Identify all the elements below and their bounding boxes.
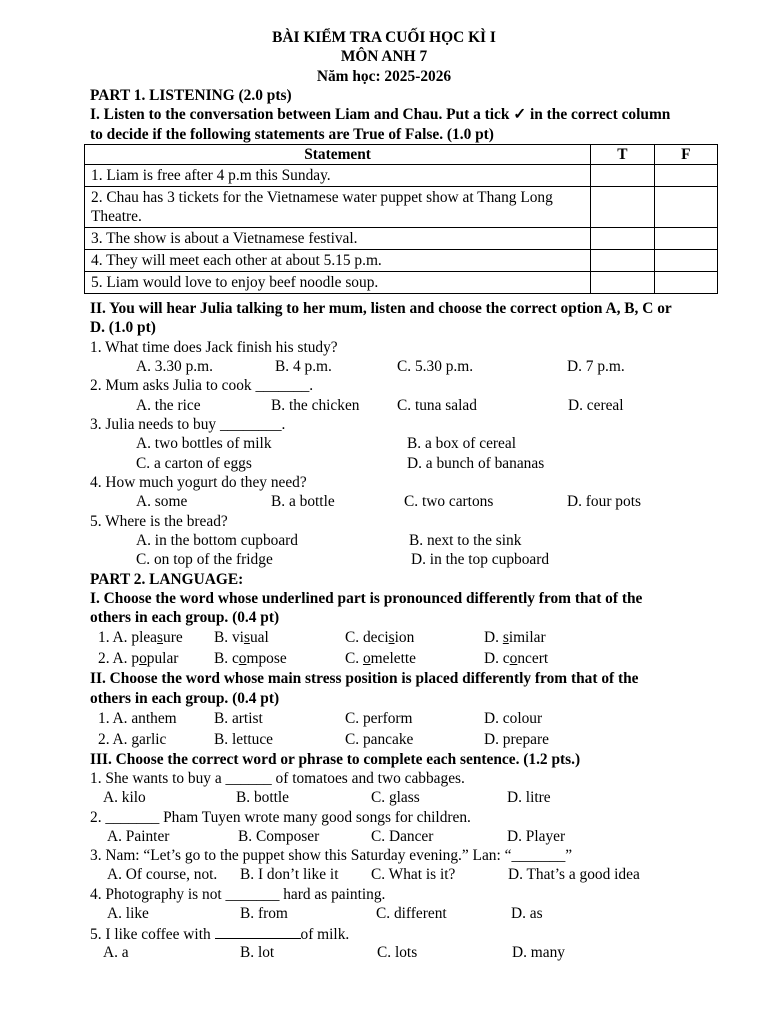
grammar-q4-option-b[interactable]: B. from: [240, 905, 288, 922]
grammar-q1-option-c[interactable]: C. glass: [371, 789, 420, 806]
pron-q2-option-b[interactable]: [214, 649, 287, 668]
pron-q2-a-post: pular: [146, 650, 179, 667]
stress-q1-option-c[interactable]: C. perform: [345, 710, 413, 727]
listening-q5-option-a[interactable]: A. in the bottom cupboard: [136, 532, 298, 549]
pron-q1-a-post: ure: [163, 629, 183, 646]
grammar-q2-option-d[interactable]: D. Player: [507, 828, 566, 845]
listening-q2-option-b[interactable]: B. the chicken: [271, 397, 360, 414]
true-cell[interactable]: [591, 272, 654, 294]
stress-q2-option-c[interactable]: C. pancake: [345, 731, 414, 748]
false-cell[interactable]: [654, 187, 717, 228]
grammar-q2: 2. _______ Pham Tuyen wrote many good songs for children.: [90, 809, 471, 826]
grammar-q5-blank[interactable]: [215, 924, 301, 939]
grammar-q3: 3. Nam: “Let’s go to the puppet show this Saturday evening.” Lan: “_______”: [90, 847, 573, 864]
grammar-q2-option-b[interactable]: B. Composer: [238, 828, 320, 845]
listening-q4-option-c[interactable]: C. two cartons: [404, 493, 494, 510]
grammar-q2-option-c[interactable]: C. Dancer: [371, 828, 434, 845]
statement-cell: 1. Liam is free after 4 p.m this Sunday.: [85, 165, 591, 187]
listening-q5-option-d[interactable]: D. in the top cupboard: [411, 551, 550, 568]
exam-title: BÀI KIỂM TRA CUỐI HỌC KÌ I: [272, 29, 496, 46]
statement-cell: 5. Liam would love to enjoy beef noodle soup.: [85, 272, 591, 294]
table-row: [85, 165, 718, 187]
grammar-q5-post: of milk.: [300, 926, 350, 943]
pron-q1-d-post: imilar: [508, 629, 546, 646]
listening-q3-option-b[interactable]: B. a box of cereal: [407, 435, 516, 452]
true-cell[interactable]: [591, 250, 654, 272]
part1-sec2-instruction-1: II. You will hear Julia talking to her mum, listen and choose the correct option A, B, C or: [90, 300, 672, 317]
grammar-q1-option-d[interactable]: D. litre: [507, 789, 551, 806]
table-header-row: [85, 145, 718, 165]
listening-q4-option-b[interactable]: B. a bottle: [271, 493, 335, 510]
stress-q2-option-a[interactable]: 2. A. garlic: [98, 731, 167, 748]
table-row: [85, 250, 718, 272]
grammar-q5-option-c[interactable]: C. lots: [377, 944, 418, 961]
pron-q1-option-d[interactable]: [484, 628, 546, 647]
stress-q2-option-d[interactable]: D. prepare: [484, 731, 549, 748]
pron-q2-c-pre: C.: [345, 650, 363, 667]
part2-sec1-instruction-1: I. Choose the word whose underlined part is pronounced differently from that of the: [90, 590, 643, 607]
statement-cell: 2. Chau has 3 tickets for the Vietnamese water puppet show at Thang Long Theatre.: [85, 187, 591, 228]
grammar-q5-option-a[interactable]: A. a: [103, 944, 129, 961]
false-cell[interactable]: [654, 228, 717, 250]
true-cell[interactable]: [591, 187, 654, 228]
grammar-q2-option-a[interactable]: A. Painter: [107, 828, 170, 845]
listening-q4-option-a[interactable]: A. some: [136, 493, 188, 510]
stress-q1-option-a[interactable]: 1. A. anthem: [98, 710, 177, 727]
stress-q1-option-b[interactable]: B. artist: [214, 710, 263, 727]
pron-q2-num: 2. A.: [98, 650, 128, 667]
table-row: [85, 228, 718, 250]
pron-q2-option-a[interactable]: [98, 649, 178, 668]
listening-q5: 5. Where is the bread?: [90, 513, 228, 530]
listening-q4: 4. How much yogurt do they need?: [90, 474, 307, 491]
pron-q2-option-c[interactable]: [345, 649, 416, 668]
pron-q2-c-post: melette: [370, 650, 416, 667]
pron-q1-option-c[interactable]: [345, 628, 414, 647]
pron-q1-d-underlined: s: [502, 629, 509, 646]
pron-q1-option-a[interactable]: [98, 628, 183, 647]
listening-q1: 1. What time does Jack finish his study?: [90, 339, 338, 356]
true-false-table: [84, 144, 718, 294]
listening-q5-option-c[interactable]: C. on top of the fridge: [136, 551, 273, 568]
listening-q3-option-c[interactable]: C. a carton of eggs: [136, 455, 252, 472]
part2-sec3-instruction: III. Choose the correct word or phrase to complete each sentence. (1.2 pts.): [90, 751, 581, 768]
header-false: F: [654, 145, 717, 165]
listening-q5-option-b[interactable]: B. next to the sink: [409, 532, 522, 549]
pron-q2-c-underlined: o: [362, 650, 371, 667]
header-statement: Statement: [85, 145, 591, 165]
grammar-q3-option-d[interactable]: D. That’s a good idea: [508, 866, 640, 883]
grammar-q1-option-b[interactable]: B. bottle: [236, 789, 290, 806]
exam-year: Năm học: 2025-2026: [316, 68, 452, 85]
part2-heading: PART 2. LANGUAGE:: [90, 571, 244, 588]
listening-q1-option-d[interactable]: D. 7 p.m.: [567, 358, 625, 375]
part2-sec2-instruction-1: II. Choose the word whose main stress position is placed differently from that of the: [90, 670, 639, 687]
listening-q3: 3. Julia needs to buy ________.: [90, 416, 286, 433]
pron-q2-a-pre: p: [131, 650, 140, 667]
pron-q2-a-underlined: o: [139, 650, 147, 667]
grammar-q1: 1. She wants to buy a ______ of tomatoes and two cabbages.: [90, 770, 465, 787]
part1-sec1-instruction-2: to decide if the following statements are True of False. (1.0 pt): [90, 126, 494, 143]
pron-q2-d-pre: D. c: [484, 650, 510, 667]
grammar-q4: 4. Photography is not _______ hard as painting.: [90, 886, 386, 903]
true-cell[interactable]: [591, 228, 654, 250]
listening-q3-option-a[interactable]: A. two bottles of milk: [136, 435, 272, 452]
listening-q1-option-c[interactable]: C. 5.30 p.m.: [397, 358, 474, 375]
pron-q1-c-post: ion: [394, 629, 415, 646]
table-row: [85, 187, 718, 228]
pron-q1-a-pre: plea: [131, 629, 158, 646]
listening-q2-option-c[interactable]: C. tuna salad: [397, 397, 477, 414]
grammar-q5-pre: 5. I like coffee with: [90, 926, 215, 943]
false-cell[interactable]: [654, 165, 717, 187]
pron-q1-a-underlined: s: [157, 629, 164, 646]
pron-q1-b-post: ual: [249, 629, 269, 646]
true-cell[interactable]: [591, 165, 654, 187]
pron-q1-c-underlined: s: [388, 629, 395, 646]
exam-subject: MÔN ANH 7: [340, 48, 428, 65]
pron-q1-b-underlined: s: [243, 629, 250, 646]
pron-q2-b-pre: B. c: [214, 650, 239, 667]
listening-q1-option-a[interactable]: A. 3.30 p.m.: [136, 358, 213, 375]
grammar-q5-option-d[interactable]: D. many: [512, 944, 566, 961]
statement-cell: 3. The show is about a Vietnamese festival.: [85, 228, 591, 250]
pron-q2-option-d[interactable]: [484, 649, 548, 668]
part2-sec1-instruction-2: others in each group. (0.4 pt): [90, 609, 280, 626]
pron-q1-d-pre: D.: [484, 629, 503, 646]
grammar-q4-option-d[interactable]: D. as: [511, 905, 543, 922]
part1-sec1-instruction-1: I. Listen to the conversation between Liam and Chau. Put a tick ✓ in the correct column: [90, 106, 671, 123]
grammar-q4-option-a[interactable]: A. like: [107, 905, 149, 922]
pron-q1-c-pre: C. deci: [345, 629, 389, 646]
listening-q2-option-a[interactable]: A. the rice: [136, 397, 201, 414]
listening-q2-option-d[interactable]: D. cereal: [568, 397, 624, 414]
pron-q2-d-underlined: o: [509, 650, 518, 667]
pron-q2-d-post: ncert: [517, 650, 549, 667]
grammar-q3-option-a[interactable]: A. Of course, not.: [107, 866, 218, 883]
pron-q2-b-post: mpose: [246, 650, 287, 667]
false-cell[interactable]: [654, 250, 717, 272]
listening-q2: 2. Mum asks Julia to cook _______.: [90, 377, 314, 394]
grammar-q5: [90, 924, 349, 944]
grammar-q1-option-a[interactable]: A. kilo: [103, 789, 146, 806]
part1-heading: PART 1. LISTENING (2.0 pts): [90, 87, 292, 104]
listening-q1-option-b[interactable]: B. 4 p.m.: [275, 358, 332, 375]
stress-q1-option-d[interactable]: D. colour: [484, 710, 543, 727]
header-true: T: [591, 145, 654, 165]
part1-sec2-instruction-2: D. (1.0 pt): [90, 319, 156, 336]
grammar-q5-option-b[interactable]: B. lot: [240, 944, 275, 961]
pron-q1-b-pre: B. vi: [214, 629, 244, 646]
grammar-q3-option-b[interactable]: B. I don’t like it: [240, 866, 339, 883]
listening-q4-option-d[interactable]: D. four pots: [567, 493, 641, 510]
part2-sec2-instruction-2: others in each group. (0.4 pt): [90, 690, 280, 707]
pron-q1-num: 1. A.: [98, 629, 128, 646]
statement-cell: 4. They will meet each other at about 5.15 p.m.: [85, 250, 591, 272]
pron-q2-b-underlined: o: [238, 650, 247, 667]
listening-q3-option-d[interactable]: D. a bunch of bananas: [407, 455, 545, 472]
grammar-q4-option-c[interactable]: C. different: [376, 905, 447, 922]
grammar-q3-option-c[interactable]: C. What is it?: [371, 866, 456, 883]
table-row: [85, 272, 718, 294]
pron-q1-option-b[interactable]: [214, 628, 269, 647]
stress-q2-option-b[interactable]: B. lettuce: [214, 731, 273, 748]
false-cell[interactable]: [654, 272, 717, 294]
